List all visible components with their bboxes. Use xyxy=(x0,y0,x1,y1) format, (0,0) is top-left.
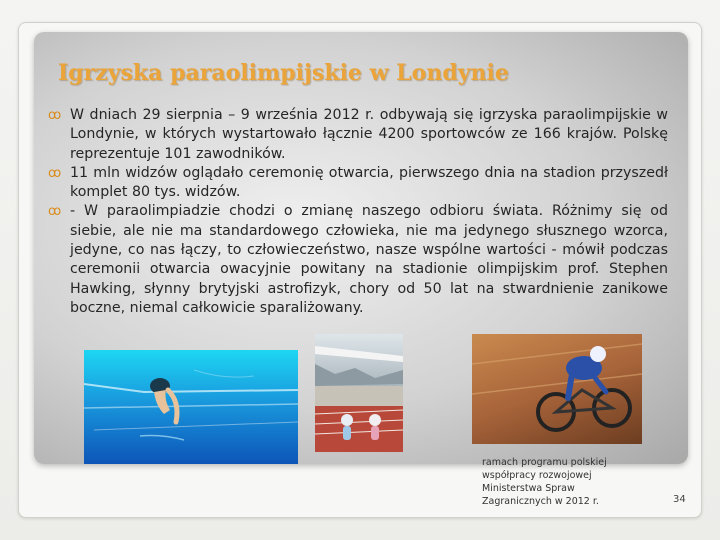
bullet-list xyxy=(48,106,668,318)
cycling-photo xyxy=(472,334,642,444)
swimming-photo xyxy=(84,350,298,464)
caption-line-3: Ministerstwa Spraw xyxy=(482,483,575,494)
bullet-item-2 xyxy=(48,164,668,203)
caption-line-4: Zagranicznych w 2012 r. xyxy=(482,496,599,507)
swirl-bullet-icon: ꝏ xyxy=(48,204,62,220)
swirl-bullet-icon: ꝏ xyxy=(48,108,62,123)
bullet-text-3: - W paraolimpiadzie chodzi o zmianę naszego odbioru świata. Różnimy się od siebie, ale nie ma standardowego człowieka, nie ma jedynego słusznego wzorca, jedyne, co nas łączy, to człowieczeństwo, nasze wspólne wartości - mówił podczas ceremonii otwarcia owacyjnie powitany na stadionie olimpijskim prof. Stephen Hawking, słynny brytyjski astrofizyk, chory od 50 lat na stwardnienie zanikowe boczne, niemal całkowicie sparaliżowany. xyxy=(70,203,668,316)
slide-title: Igrzyska paraolimpijskie w Londynie xyxy=(58,60,509,86)
bullet-item-1 xyxy=(48,106,668,164)
bullet-text-2: 11 mln widzów oglądało ceremonię otwarcia, pierwszego dnia na stadion przyszedł komplet 80 tys. widzów. xyxy=(70,164,668,201)
caption-line-1: ramach programu polskiej xyxy=(482,457,607,468)
swirl-bullet-icon: ꝏ xyxy=(48,165,62,181)
bullet-text-1: W dniach 29 sierpnia – 9 września 2012 r. odbywają się igrzyska paraolimpijskie w Londynie, w których wystartowało łącznie 4200 sportowców ze 166 krajów. Polskę reprezentuje 101 zawodników. xyxy=(70,107,668,162)
stadium-mascots-photo xyxy=(315,334,403,452)
caption-line-2: współpracy rozwojowej xyxy=(482,470,592,481)
photo-caption xyxy=(482,456,632,508)
page-number: 34 xyxy=(673,494,686,505)
bullet-item-3 xyxy=(48,202,668,318)
